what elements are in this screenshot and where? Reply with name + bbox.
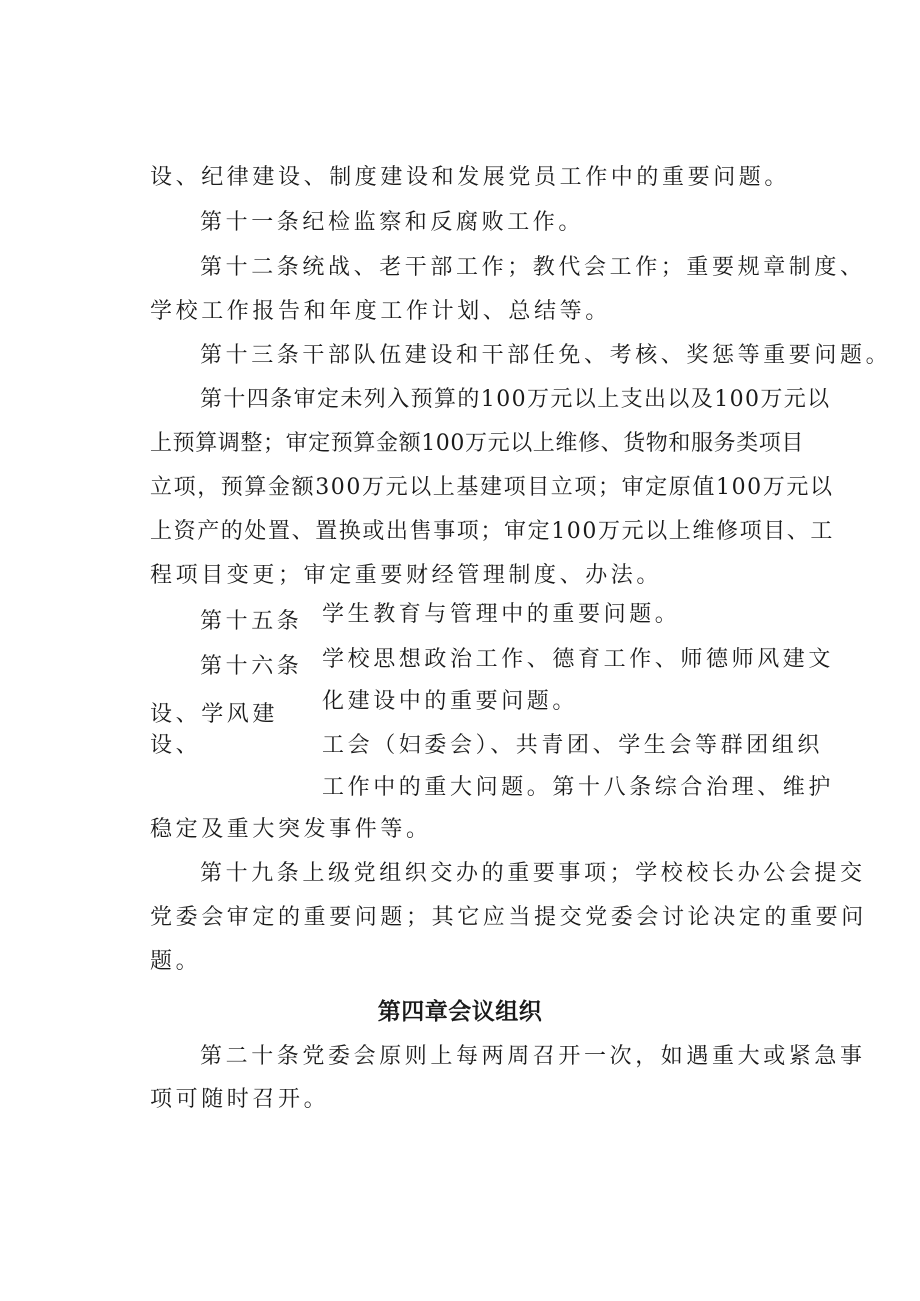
- text-line: 上预算调整；审定预算金额100万元以上维修、货物和服务类项目: [150, 431, 804, 456]
- text-line: 程项目变更；审定重要财经管理制度、办法。: [150, 563, 663, 588]
- text-line: 学校思想政治工作、德育工作、师德师风建文: [322, 647, 835, 672]
- text-line: 第十九条上级党组织交办的重要事项；学校校长办公会提交: [200, 861, 866, 886]
- chapter-heading: 第四章会议组织: [377, 999, 543, 1025]
- text-line: 工会（妇委会）、共青团、学生会等群团组织: [322, 733, 824, 758]
- text-line: 设、学风建: [150, 702, 279, 727]
- text-line: 党委会审定的重要问题；其它应当提交党委会讨论决定的重要问: [150, 905, 867, 930]
- text-line: 学校工作报告和年度工作计划、总结等。: [150, 299, 611, 324]
- text-line: 第十四条审定未列入预算的100万元以上支出以及100万元以: [200, 387, 831, 412]
- text-line: 学生教育与管理中的重要问题。: [322, 602, 681, 627]
- text-line: 设、纪律建设、制度建设和发展党员工作中的重要问题。: [150, 165, 791, 190]
- article-label: 第十六条: [200, 654, 303, 679]
- text-line: 立项，预算金额300万元以上基建项目立项；审定原值100万元以: [150, 475, 834, 500]
- text-line: 稳定及重大突发事件等。: [150, 817, 432, 842]
- text-line: 题。: [150, 949, 202, 974]
- text-line: 上资产的处置、置换或出售事项；审定100万元以上维修项目、工: [150, 519, 834, 544]
- article-label: 第十五条: [200, 609, 303, 634]
- text-line: 第十一条纪检监察和反腐败工作。: [200, 210, 585, 235]
- text-line: 化建设中的重要问题。: [322, 689, 579, 714]
- text-line: 设、: [150, 733, 202, 758]
- text-line: 第十二条统战、老干部工作；教代会工作；重要规章制度、: [200, 255, 866, 280]
- text-line: 第二十条党委会原则上每两周召开一次，如遇重大或紧急事: [200, 1044, 866, 1069]
- text-line: 第十三条干部队伍建设和干部任免、考核、奖惩等重要问题。: [200, 343, 892, 368]
- text-line: 工作中的重大问题。第十八条综合治理、维护: [322, 775, 835, 800]
- text-line: 项可随时召开。: [150, 1087, 330, 1112]
